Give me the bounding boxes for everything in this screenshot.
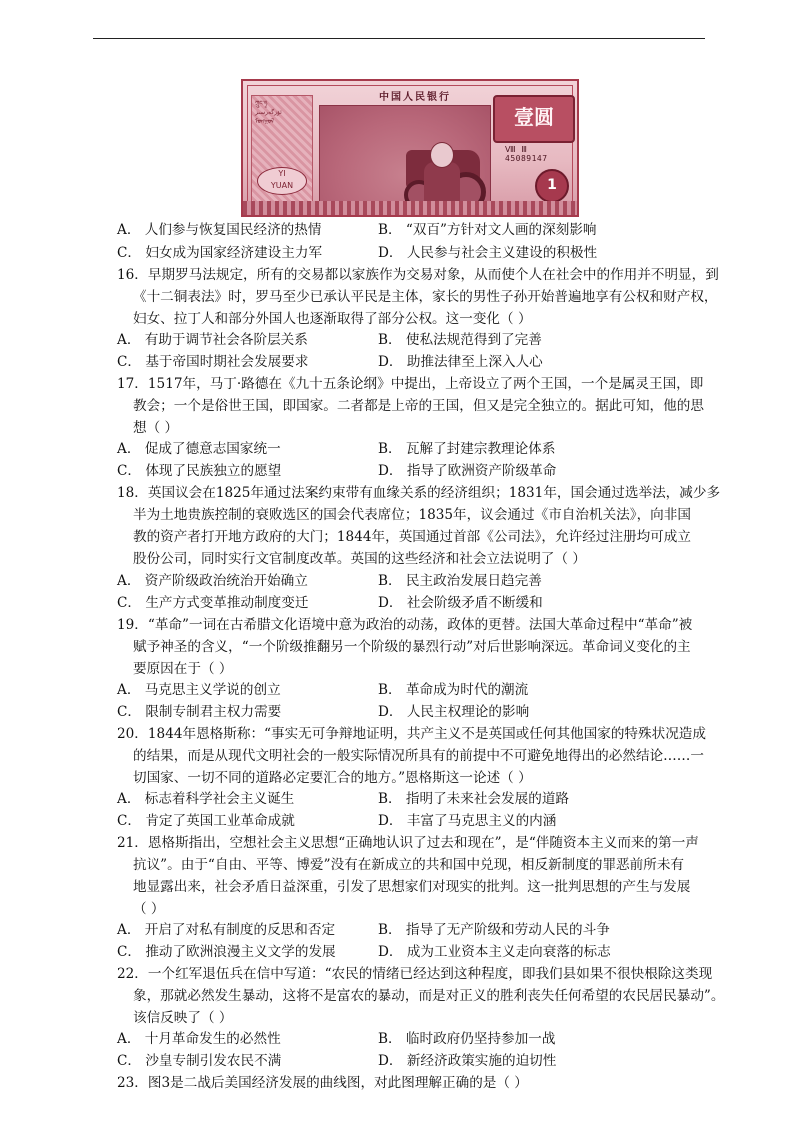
q21-option-b: B． 指导了无产阶级和劳动人民的斗争 bbox=[378, 922, 610, 938]
q19-stem-line: 要原因在于（ ） bbox=[133, 661, 233, 677]
q19-option-a: A． 马克思主义学说的创立 bbox=[117, 682, 281, 698]
q21-stem-line: 抗议”。由于“自由、平等、博爱”没有在新成立的共和国中兑现，相反新制度的罪恶前所未有 bbox=[133, 857, 685, 873]
q16-option-a: A． 有助于调节社会各阶层关系 bbox=[117, 332, 308, 348]
q18-stem-line: 教的资产者打开地方政府的大门；1844年，英国通过首部《公司法》，允许经过注册均可成立 bbox=[133, 529, 691, 545]
q19-option-d: D． 人民主权理论的影响 bbox=[378, 704, 530, 720]
q16-stem-line: 妇女、拉丁人和部分外国人也逐渐取得了部分公权。这一变化（ ） bbox=[133, 311, 532, 327]
q19-stem-line: 19．“革命”一词在古希腊文化语境中意为政治的动荡，政体的更替。法国大革命过程中“革命”被 bbox=[117, 617, 693, 633]
q22-option-c: C． 沙皇专制引发农民不满 bbox=[117, 1053, 282, 1069]
q18-option-c: C． 生产方式变革推动制度变迁 bbox=[117, 595, 309, 611]
q17-option-b: B． 瓦解了封建宗教理论体系 bbox=[378, 441, 556, 457]
q21-option-c: C． 推动了欧洲浪漫主义文学的发展 bbox=[117, 944, 336, 960]
q17-stem-line: 教会；一个是俗世王国，即国家。二者都是上帝的王国，但又是完全独立的。据此可知，他的思 bbox=[133, 398, 704, 414]
q16-option-c: C． 基于帝国时期社会发展要求 bbox=[117, 354, 309, 370]
q19-option-c: C． 限制专制君主权力需要 bbox=[117, 704, 282, 720]
q20-stem-line: 的结果，而是从现代文明社会的一般实际情况所具有的前提中不可避免地得出的必然结论……一 bbox=[133, 748, 704, 764]
q21-option-a: A． 开启了对私有制度的反思和否定 bbox=[117, 922, 336, 938]
banknote-tractor-scene bbox=[319, 105, 491, 205]
q22-option-b: B． 临时政府仍坚持参加一战 bbox=[378, 1031, 556, 1047]
q20-stem-line: 切国家、一切不同的道路必定要汇合的地方。”恩格斯这一论述（ ） bbox=[133, 770, 532, 786]
q22-stem-line: 22．一个红军退伍兵在信中写道：“农民的情绪已经达到这种程度，即我们县如果不很快根除这类现 bbox=[117, 966, 713, 982]
q16-option-d: D． 助推法律至上深入人心 bbox=[378, 354, 543, 370]
q21-option-d: D． 成为工业资本主义走向衰落的标志 bbox=[378, 944, 611, 960]
q15-option-d: D． 人民参与社会主义建设的积极性 bbox=[378, 245, 598, 261]
banknote-corner-label: YI YUAN bbox=[257, 167, 307, 195]
q17-option-a: A． 促成了德意志国家统一 bbox=[117, 441, 281, 457]
q22-stem-line: 象，那就必然发生暴动，这将不是富农的暴动，而是对正义的胜利丧失任何希望的农民居民暴动”。 bbox=[133, 988, 725, 1004]
q15-option-b: B． “双百”方针对文人画的深刻影响 bbox=[378, 222, 597, 238]
q20-option-d: D． 丰富了马克思主义的内涵 bbox=[378, 813, 557, 829]
woman-driver-figure bbox=[424, 162, 460, 202]
q21-stem-line: 21．恩格斯指出，空想社会主义思想“正确地认识了过去和现在”，是“伴随资本主义而来的第一声 bbox=[117, 835, 699, 851]
q17-stem-line: 17．1517年，马丁·路德在《九十五条论纲》中提出，上帝设立了两个王国，一个是属灵王国，即 bbox=[117, 376, 704, 392]
q18-option-a: A． 资产阶级政治统治开始确立 bbox=[117, 573, 308, 589]
q17-option-d: D． 指导了欧洲资产阶级革命 bbox=[378, 463, 557, 479]
banknote-serial: Ⅷ Ⅲ 45089147 bbox=[505, 145, 548, 163]
banknote-denomination: 壹圆 bbox=[493, 95, 575, 143]
header-rule bbox=[93, 38, 705, 39]
q23-stem-line: 23．图3是二战后美国经济发展的曲线图，对此图理解正确的是（ ） bbox=[117, 1075, 528, 1091]
q16-option-b: B． 使私法规范得到了完善 bbox=[378, 332, 542, 348]
q18-stem-line: 半为土地贵族控制的衰败选区的国会代表席位；1835年，议会通过《市自治机关法》，向非国 bbox=[133, 507, 691, 523]
q18-option-b: B． 民主政治发展日趋完善 bbox=[378, 573, 542, 589]
q16-stem-line: 《十二铜表法》时，罗马至少已承认平民是主体，家长的男性子孙开始普遍地享有公权和财产权， bbox=[133, 289, 718, 305]
banknote-bottom-border bbox=[243, 201, 577, 215]
q22-option-a: A． 十月革命发生的必然性 bbox=[117, 1031, 281, 1047]
q16-stem-line: 16．早期罗马法规定，所有的交易都以家族作为交易对象，从而使个人在社会中的作用并不明显，到 bbox=[117, 267, 719, 283]
q20-option-b: B． 指明了未来社会发展的道路 bbox=[378, 791, 570, 807]
q18-option-d: D． 社会阶级矛盾不断缓和 bbox=[378, 595, 543, 611]
banknote-image bbox=[241, 79, 579, 217]
banknote-minority-scripts: ཀྲུང་ཧྭ ئۆزگەرسىز ᠮᠣᠩᠭᠣᠯ bbox=[255, 100, 282, 125]
q18-stem-line: 股份公司，同时实行文官制度改革。英国的这些经济和社会立法说明了（ ） bbox=[133, 551, 586, 567]
q19-stem-line: 赋予神圣的含义，“一个阶级推翻另一个阶级的暴烈行动”对后世影响深远。革命词义变化的主 bbox=[133, 639, 691, 655]
banknote-numeral: 1 bbox=[535, 169, 569, 203]
q20-option-c: C． 肯定了英国工业革命成就 bbox=[117, 813, 295, 829]
q19-option-b: B． 革命成为时代的潮流 bbox=[378, 682, 529, 698]
q17-option-c: C． 体现了民族独立的愿望 bbox=[117, 463, 282, 479]
q21-stem-line: 地显露出来，社会矛盾日益深重，引发了思想家们对现实的批判。这一批判思想的产生与发展 bbox=[133, 879, 691, 895]
q22-stem-line: 该信反映了（ ） bbox=[133, 1010, 233, 1026]
q20-option-a: A． 标志着科学社会主义诞生 bbox=[117, 791, 295, 807]
q15-option-c: C． 妇女成为国家经济建设主力军 bbox=[117, 245, 323, 261]
q20-stem-line: 20．1844年恩格斯称：“事实无可争辩地证明，共产主义不是英国或任何其他国家的特殊状况造成 bbox=[117, 726, 706, 742]
q17-stem-line: 想（ ） bbox=[133, 420, 179, 436]
q22-option-d: D． 新经济政策实施的迫切性 bbox=[378, 1053, 557, 1069]
woman-driver-head bbox=[430, 142, 454, 168]
q18-stem-line: 18．英国议会在1825年通过法案约束带有血缘关系的经济组织；1831年，国会通过选举法，减少多 bbox=[117, 485, 721, 501]
banknote-title: 中国人民银行 bbox=[379, 92, 451, 103]
q15-option-a: A． 人们参与恢复国民经济的热情 bbox=[117, 222, 322, 238]
q21-stem-line: （ ） bbox=[133, 901, 165, 917]
